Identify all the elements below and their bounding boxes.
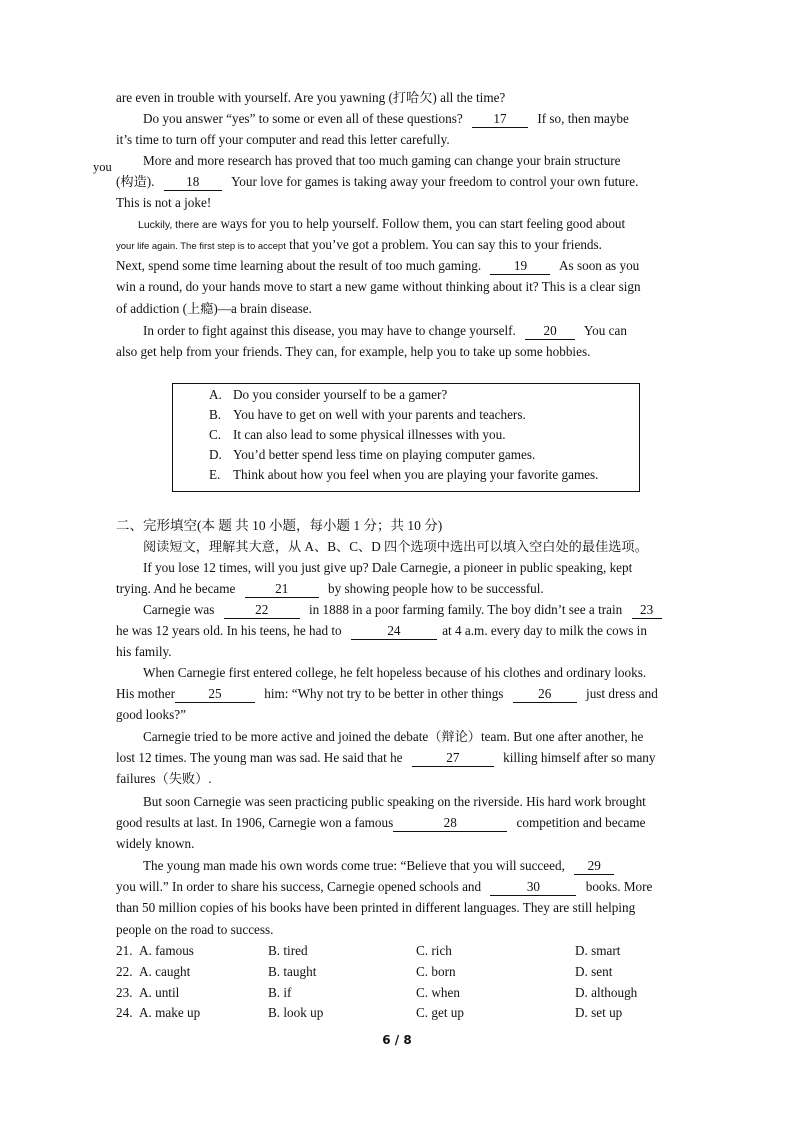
text-line: his family. <box>116 644 172 659</box>
text-line: The young man made his own words come true: “Believe that you will succeed, 29 <box>143 856 614 876</box>
choice-b[interactable]: B. if <box>268 985 292 1000</box>
choice-a[interactable]: A. famous <box>139 943 194 958</box>
option-d: D. You’d better spend less time on playing computer games. <box>209 447 536 462</box>
text-line: you will.” In order to share his success, Carnegie opened schools and 30 books. More <box>116 879 653 894</box>
text-line: he was 12 years old. In his teens, he had to 24 at 4 a.m. every day to milk the cows in <box>116 623 647 638</box>
option-b: B. You have to get on well with your parents and teachers. <box>209 407 526 422</box>
text-line: lost 12 times. The young man was sad. He said that he 27 killing himself after so many <box>116 750 656 765</box>
choice-c[interactable]: C. born <box>416 964 456 979</box>
text-line: Carnegie tried to be more active and joined the debate（辩论）team. But one after another, he <box>143 729 644 744</box>
choice-a[interactable]: A. make up <box>139 1005 201 1020</box>
page-number: 6 / 8 <box>382 1033 412 1047</box>
answer-blank[interactable]: 30 <box>490 879 576 896</box>
option-c: C. It can also lead to some physical illnesses with you. <box>209 427 506 442</box>
text-line: also get help from your friends. They can, for example, help you to take up some hobbies. <box>116 344 591 359</box>
choice-number: 21. <box>116 943 133 958</box>
choice-b[interactable]: B. look up <box>268 1005 324 1020</box>
option-e: E. Think about how you feel when you are playing your favorite games. <box>209 467 599 482</box>
text-line: But soon Carnegie was seen practicing public speaking on the riverside. His hard work brought <box>143 794 646 809</box>
text-line: failures（失败）. <box>116 771 212 786</box>
choice-number: 22. <box>116 964 133 979</box>
text-line: This is not a joke! <box>116 195 212 210</box>
option-a: A. Do you consider yourself to be a gamer? <box>209 387 448 402</box>
margin-note: you <box>93 160 112 174</box>
text-line: Next, spend some time learning about the result of too much gaming. 19 As soon as you <box>116 258 640 273</box>
text-line: widely known. <box>116 836 195 851</box>
text-line: people on the road to success. <box>116 922 274 937</box>
choice-b[interactable]: B. tired <box>268 943 308 958</box>
choice-a[interactable]: A. until <box>139 985 180 1000</box>
text-line: Luckily, there are ways for you to help yourself. Follow them, you can start feeling good about <box>138 216 626 231</box>
text-line: are even in trouble with yourself. Are you yawning (打哈欠) all the time? <box>116 90 506 105</box>
choice-d[interactable]: D. sent <box>575 964 613 979</box>
text-line: Do you answer “yes” to some or even all of these questions? 17 If so, then maybe <box>143 111 629 126</box>
choice-c[interactable]: C. rich <box>416 943 452 958</box>
answer-blank[interactable]: 23 <box>632 602 662 619</box>
answer-blank[interactable]: 25 <box>175 686 255 703</box>
answer-blank[interactable]: 26 <box>513 686 577 703</box>
text-line: than 50 million copies of his books have been printed in different languages. They are still helping <box>116 900 636 915</box>
text-line: your life again. The first step is to accept that you’ve got a problem. You can say this to your friends. <box>116 237 602 252</box>
answer-blank[interactable]: 24 <box>351 623 437 640</box>
answer-blank[interactable]: 28 <box>393 815 507 832</box>
text-line: good looks?” <box>116 707 186 722</box>
answer-blank[interactable]: 22 <box>224 602 300 619</box>
answer-blank[interactable]: 18 <box>164 174 222 191</box>
text-line: trying. And he became 21 by showing people how to be successful. <box>116 581 544 596</box>
answer-blank[interactable]: 17 <box>472 111 528 128</box>
choice-b[interactable]: B. taught <box>268 964 317 979</box>
text-line: of addiction (上瘾)—a brain disease. <box>116 301 312 316</box>
text-line: In order to fight against this disease, you may have to change yourself. 20 You can <box>143 323 627 338</box>
answer-blank[interactable]: 29 <box>574 858 614 875</box>
choice-a[interactable]: A. caught <box>139 964 191 979</box>
answer-blank[interactable]: 21 <box>245 581 319 598</box>
text-line: it’s time to turn off your computer and read this letter carefully. <box>116 132 450 147</box>
choice-d[interactable]: D. although <box>575 985 638 1000</box>
text-line: Carnegie was 22 in 1888 in a poor farming family. The boy didn’t see a train 23 <box>143 600 662 620</box>
section-heading: 二、完形填空(本 题 共 10 小题，每小题 1 分；共 10 分) <box>116 518 443 533</box>
choice-c[interactable]: C. get up <box>416 1005 464 1020</box>
choice-number: 23. <box>116 985 133 1000</box>
text-line: If you lose 12 times, will you just give up? Dale Carnegie, a pioneer in public speaking, kept <box>143 560 633 575</box>
options-box <box>172 383 640 492</box>
answer-blank[interactable]: 19 <box>490 258 550 275</box>
choice-c[interactable]: C. when <box>416 985 460 1000</box>
text-line: When Carnegie first entered college, he felt hopeless because of his clothes and ordinary looks. <box>143 665 647 680</box>
text-line: good results at last. In 1906, Carnegie won a famous 28 competition and became <box>116 815 646 830</box>
answer-blank[interactable]: 20 <box>525 323 575 340</box>
text-line: His mother 25 him: “Why not try to be better in other things 26 just dress and <box>116 686 658 701</box>
choice-d[interactable]: D. smart <box>575 943 621 958</box>
choice-number: 24. <box>116 1005 133 1020</box>
section-instruction: 阅读短文，理解其大意，从 A、B、C、D 四个选项中选出可以填入空白处的最佳选项。 <box>143 539 648 554</box>
text-line: More and more research has proved that too much gaming can change your brain structure <box>143 153 621 168</box>
answer-blank[interactable]: 27 <box>412 750 494 767</box>
text-line: (构造). 18 Your love for games is taking away your freedom to control your own future. <box>116 174 639 189</box>
text-line: win a round, do your hands move to start a new game without thinking about it? This is a clear sign <box>116 279 641 294</box>
choice-d[interactable]: D. set up <box>575 1005 623 1020</box>
